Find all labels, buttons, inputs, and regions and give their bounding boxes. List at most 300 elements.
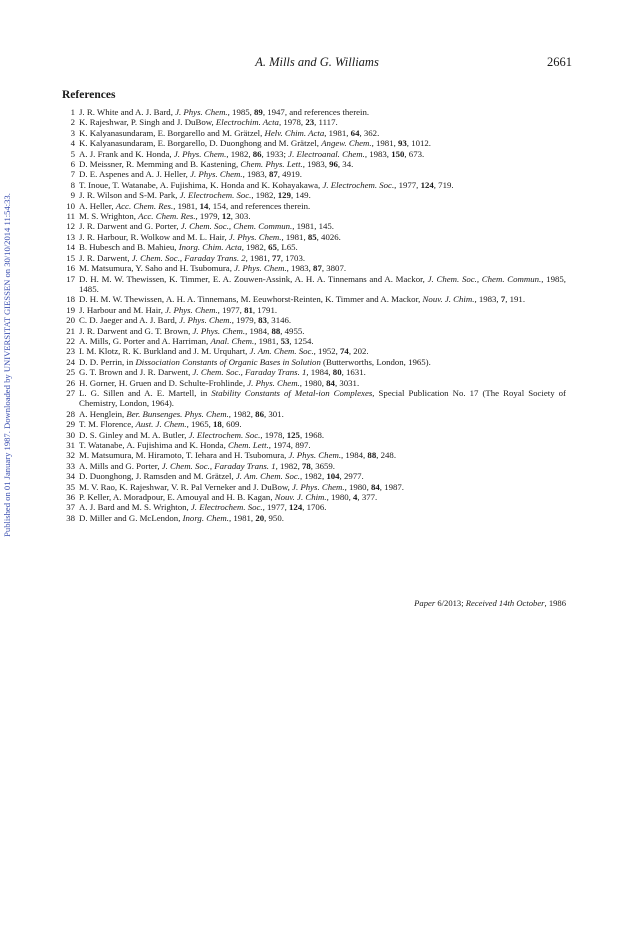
reference-segment: , 1987. [379,481,404,492]
reference-segment: L. G. Sillen and A. E. Martell, in [79,387,212,398]
reference-text [79,346,369,356]
reference-text [79,326,304,336]
journal-name: Dissociation Constants of Organic Bases in Solution [135,356,321,367]
reference-text [79,502,326,512]
received-date: 14 [496,598,508,608]
journal-name: J. Electrochem. Soc. [190,502,263,513]
journal-name: Angew. Chem. [321,138,372,149]
journal-name: J. Phys. Chem. [192,325,246,336]
reference-number: 18 [66,294,75,305]
reference-segment: , 202. [348,346,369,357]
reference-segment: P. Keller, A. Moradpour, E. Amouyal and H. B. Kagan, [79,492,275,503]
reference-segment: , 1981, [173,200,200,211]
volume-number: 4 [353,492,358,503]
download-stamp [0,145,14,585]
volume-number: 96 [329,159,338,170]
reference-segment: , 3031. [334,377,360,388]
volume-number: 86 [255,408,264,419]
reference-item [60,367,566,377]
reference-segment: , 1977, [217,304,245,315]
journal-name: J. Electrochem. Soc. [322,179,395,190]
reference-text [79,357,431,367]
reference-number: 33 [66,460,75,471]
reference-item [60,315,566,325]
reference-text [79,211,251,221]
journal-name: Nouv. J. Chim. [422,294,475,305]
reference-text [79,492,377,502]
reference-number: 21 [66,325,75,336]
volume-number: 88 [271,325,281,336]
journal-name: Aust. J. Chem. [135,419,187,430]
reference-segment: (Butterworths, London, 1965). [320,356,431,367]
reference-text [79,190,311,200]
volume-number: 14 [199,200,209,211]
journal-name: J. Phys. Chem. [228,231,282,242]
reference-segment: , 1978, [260,429,287,440]
reference-number: 38 [66,512,75,523]
reference-segment: , 1979, [231,315,259,326]
reference-segment: D. D. Perrin, in [79,356,136,367]
journal-name: Nouv. J. Chim. [274,492,327,503]
volume-number: 18 [212,419,222,430]
reference-text [79,450,396,460]
paper-label: Paper [414,598,436,608]
reference-segment: , 154, and references therein. [208,200,311,211]
volume-number: 88 [367,450,377,461]
reference-segment: M. Matsumura, M. Hiramoto, T. Iehara and H. Tsubomura, [79,450,289,461]
journal-name: J. Phys. Chem. [179,315,232,326]
reference-segment: , 1791. [252,304,278,315]
volume-number: 20 [255,512,265,523]
journal-name: Inorg. Chim. Acta [178,242,242,253]
reference-segment: D. E. Aspenes and A. J. Heller, [79,169,191,180]
reference-item [60,159,566,169]
volume-number: 53 [280,335,290,346]
reference-text [79,440,311,450]
reference-text [79,482,404,492]
received-label: Received [465,598,497,608]
reference-item [60,107,566,117]
reference-item [60,117,566,127]
reference-text [79,149,424,159]
reference-segment: , 377. [357,492,378,503]
volume-number: 74 [340,346,349,357]
reference-segment: , 1984, [245,325,272,336]
reference-segment: , L65. [276,242,298,253]
reference-segment: , 1981, 145. [292,221,334,232]
reference-segment: , 1952, [313,346,341,357]
journal-name: J. Chem. Soc., Chem. Commun. [180,221,293,232]
download-stamp-text: Published on 01 January 1987. Downloaded by UNIVERSITAT GIESSEN on 30/10/2014 11:54:33. [2,193,12,537]
reference-item [60,419,566,429]
reference-segment: T. Inoue, T. Watanabe, A. Fujishima, K. Honda and K. Kohayakawa, [79,179,323,190]
reference-segment: M. Matsumura, Y. Saho and H. Tsubomura, [79,263,235,274]
reference-text [79,242,298,252]
reference-segment: , 1983, [302,159,330,170]
reference-segment: , 301. [263,408,284,419]
reference-segment: C. D. Jaeger and A. J. Bard, [79,315,180,326]
reference-segment: , 1974, 897. [268,440,311,450]
reference-segment: , 1978, [278,117,306,128]
reference-segment: A. Mills, G. Porter and A. Harriman, [79,335,211,346]
journal-name: Electrochim. Acta [215,117,279,128]
reference-text [79,253,305,263]
reference-segment: J. R. Wilson and S-M. Park, [79,190,180,201]
reference-text [79,419,242,429]
reference-segment: D. Meissner, R. Memming and B. Kastening, [79,159,241,170]
journal-name: J. Electroanal. Chem. [288,148,365,159]
volume-number: 84 [370,481,380,492]
volume-number: 93 [398,138,407,149]
journal-name: J. Chem. Soc., Faraday Trans. 2 [131,252,246,263]
volume-number: 84 [326,377,335,388]
volume-number: 89 [254,107,263,117]
journal-name: J. Am. Chem. Soc. [235,471,300,482]
reference-segment: J. R. White and A. J. Bard, [79,107,176,117]
reference-number: 16 [66,263,75,274]
journal-name: J. Phys. Chem. [165,304,218,315]
volume-number: 129 [277,190,291,201]
reference-text [79,138,431,148]
reference-segment: A. Mills and G. Porter, [79,460,162,471]
reference-item [60,492,566,502]
reference-segment: T. Watanabe, A. Fujishima and K. Honda, [79,440,228,450]
journal-name: J. Phys. Chem. [173,148,227,159]
reference-number: 35 [66,481,75,492]
reference-segment: J. R. Darwent and G. T. Brown, [79,325,193,336]
reference-item [60,180,566,190]
reference-text [79,232,341,242]
reference-segment: , 1631. [341,367,366,378]
page-number: 2661 [547,55,572,69]
journal-name: Anal. Chem. [210,335,255,346]
reference-segment: , 1981, [245,252,273,263]
reference-item [60,357,566,367]
reference-segment: J. Harbour and M. Hair, [79,304,166,315]
reference-text [79,471,364,481]
reference-segment: G. T. Brown and J. R. Darwent, [79,367,193,378]
reference-number: 24 [66,356,75,367]
reference-number: 26 [66,377,75,388]
journal-name: Ber. Bunsenges. Phys. Chem. [126,408,229,419]
header-authors: A. Mills and G. Williams [255,55,379,69]
reference-item [60,388,566,409]
reference-segment: A. J. Bard and M. S. Wrighton, [79,502,191,513]
journal-name: J. Chem. Soc., Faraday Trans. 1 [192,367,307,378]
reference-text [79,378,359,388]
reference-number: 31 [66,440,75,450]
reference-item [60,502,566,512]
reference-item [60,450,566,460]
reference-number: 19 [66,304,75,315]
received-year: , 1986 [544,598,566,608]
reference-number: 34 [66,471,75,482]
reference-segment: J. R. Harbour, R. Wolkow and M. L. Hair, [79,231,229,242]
reference-number: 14 [66,242,75,253]
reference-segment: , 1985, 1485. [79,273,566,294]
reference-segment: , 191. [505,294,526,305]
reference-item [60,128,566,138]
volume-number: 12 [221,211,231,222]
reference-item [60,211,566,221]
reference-segment: , 1706. [302,502,327,513]
reference-text [79,107,369,117]
volume-number: 87 [268,169,278,180]
reference-number: 27 [66,387,75,398]
volume-number: 23 [305,117,315,128]
reference-number: 11 [66,211,75,222]
reference-segment: , 950. [264,512,284,523]
received-month: th October [507,598,545,608]
reference-number: 30 [66,429,75,440]
reference-segment: H. Gorner, H. Gruen and D. Schulte-Frohlinde, [79,377,248,388]
reference-segment: , 362. [359,127,380,138]
reference-number: 23 [66,346,75,357]
reference-segment: , 1979, [195,211,222,222]
reference-segment: , 1982, [251,190,278,201]
reference-segment: T. M. Florence, [79,419,136,430]
reference-item [60,201,566,211]
reference-segment: A. J. Frank and K. Honda, [79,148,174,159]
reference-segment: , 1117. [314,117,338,128]
reference-item [60,294,566,304]
reference-item [60,138,566,148]
reference-segment: , 1933; [261,148,289,159]
reference-item [60,190,566,200]
reference-text [79,159,353,169]
reference-number: 1 [70,107,75,117]
reference-item [60,482,566,492]
reference-segment: D. H. M. W. Thewissen, K. Timmer, E. A. Zouwen-Assink, A. H. A. Tinnemans and A. Mackor, [79,273,428,284]
journal-name: J. Phys. Chem. [190,169,243,180]
volume-number: 87 [313,263,322,274]
reference-item [60,461,566,471]
reference-segment: , 3659. [310,460,335,471]
reference-segment: , 1980, [299,377,327,388]
journal-name: J. Phys. Chem. [234,263,287,274]
reference-segment: D. Miller and G. McLendon, [79,512,183,523]
reference-segment: , 1982, [275,460,302,471]
reference-text [79,294,525,304]
reference-segment: D. S. Ginley and M. A. Butler, [79,429,189,440]
reference-item [60,336,566,346]
reference-text [79,367,366,377]
reference-segment: , 1982, [241,242,269,253]
references-list [60,107,566,523]
reference-segment: M. V. Rao, K. Rajeshwar, V. R. Pal Verneker and J. DuBow, [79,481,293,492]
reference-segment: M. S. Wrighton, [79,211,139,222]
reference-item [60,305,566,315]
reference-segment: , 2977. [339,471,364,482]
reference-item [60,242,566,252]
reference-segment: , 1981, [228,512,256,523]
references-heading: References [62,89,116,101]
journal-name: J. Electrochem. Soc. [179,190,252,201]
reference-segment: , 1980, [344,481,371,492]
journal-name: J. Phys. Chem. [288,450,342,461]
reference-item [60,274,566,295]
reference-segment: , 673. [404,148,425,159]
reference-number: 37 [66,502,75,513]
reference-segment: , 1965, [186,419,213,430]
reference-segment: , 609. [221,419,242,430]
reference-segment: , 1982, [226,148,253,159]
reference-text [79,117,338,127]
reference-segment: , 1968. [299,429,325,440]
journal-name: J. Phys. Chem. [175,107,228,117]
reference-segment: , 1254. [289,335,314,346]
journal-name: J. Am. Chem. Soc. [249,346,314,357]
journal-name: Chem. Lett. [227,440,269,450]
reference-text [79,201,310,211]
volume-number: 85 [307,231,317,242]
reference-number: 17 [66,273,75,284]
reference-segment: , Special Publication No. 17 (The Royal Society of Chemistry, London, 1964). [79,387,566,409]
reference-number: 8 [70,179,75,190]
reference-text [79,263,346,273]
reference-segment: D. Duonghong, J. Ramsden and M. Grätzel, [79,471,236,482]
reference-segment: , 719. [433,179,454,190]
reference-item [60,326,566,336]
reference-number: 7 [70,169,75,180]
reference-segment: K. Rajeshwar, P. Singh and J. DuBow, [79,117,216,128]
reference-number: 25 [66,367,75,378]
reference-item [60,378,566,388]
reference-text [79,221,334,231]
reference-segment: J. R. Darwent and G. Porter, [79,221,181,232]
journal-name: J. Phys. Chem. [247,377,300,388]
reference-item [60,409,566,419]
reference-number: 13 [66,231,75,242]
reference-number: 6 [70,159,75,170]
reference-number: 5 [70,148,75,159]
reference-item [60,232,566,242]
reference-segment: K. Kalyanasundaram, E. Borgarello and M. Grätzel, [79,127,265,138]
reference-text [79,180,454,190]
volume-number: 86 [252,148,262,159]
reference-segment: , 3807. [321,263,347,274]
journal-name: J. Chem. Soc., Faraday Trans. 1 [161,460,276,471]
reference-segment: , 1984, [341,450,368,461]
reference-segment: , 1983, [364,148,392,159]
reference-text [79,274,566,294]
reference-number: 22 [66,335,75,346]
reference-text [79,388,566,408]
reference-item [60,346,566,356]
reference-number: 2 [70,117,75,128]
reference-segment: , 34. [337,159,354,170]
journal-name: J. Chem. Soc., Chem. Commun. [427,273,542,284]
reference-segment: , 1983, [474,294,501,305]
reference-number: 4 [70,138,75,149]
reference-segment: , 4026. [316,231,341,242]
journal-name: Acc. Chem. Res. [138,211,196,222]
reference-text [79,409,284,419]
reference-number: 36 [66,492,75,503]
journal-name: Inorg. Chem. [182,512,229,523]
reference-segment: , 3146. [266,315,292,326]
reference-segment: , 1981, [254,335,281,346]
reference-text [79,513,284,523]
reference-segment: , 1012. [406,138,431,149]
volume-number: 81 [244,304,253,315]
journal-name: J. Electrochem. Soc. [188,429,261,440]
reference-text [79,315,291,325]
reference-segment: , 149. [290,190,311,201]
reference-segment: , 1981, [281,231,308,242]
reference-segment: , 1983, [286,263,314,274]
volume-number: 83 [258,315,267,326]
reference-number: 12 [66,221,75,232]
reference-text [79,169,302,179]
reference-segment: , 1977, [394,179,421,190]
volume-number: 124 [420,179,434,190]
reference-item [60,430,566,440]
journal-name: Chem. Phys. Lett. [240,159,303,170]
journal-name: Acc. Chem. Res. [115,200,174,211]
reference-number: 20 [66,315,75,326]
reference-item [60,149,566,159]
reference-text [79,305,277,315]
volume-number: 77 [272,252,281,263]
reference-segment: , 1982, [228,408,256,419]
reference-segment: A. Heller, [79,200,116,211]
reference-segment: I. M. Klotz, R. K. Burkland and J. M. Urquhart, [79,346,250,357]
reference-segment: , 1980, [326,492,354,503]
reference-number: 3 [70,127,75,138]
reference-segment: , 1977, [262,502,290,513]
reference-segment: A. Henglein, [79,408,127,419]
volume-number: 124 [289,502,303,513]
reference-segment: , 248. [376,450,397,461]
reference-item [60,471,566,481]
volume-number: 64 [350,127,360,138]
journal-name: Helv. Chim. Acta [264,127,325,138]
reference-segment: , 1985, [227,107,255,117]
reference-segment: K. Kalyanasundaram, E. Borgarello, D. Duonghong and M. Grätzel, [79,138,322,149]
reference-segment: , 1981, [324,127,351,138]
journal-name: Stability Constants of Metal-ion Complexes [211,387,373,398]
reference-text [79,336,314,346]
journal-name: J. Phys. Chem. [292,481,345,492]
volume-number: 150 [391,148,405,159]
reference-text [79,430,324,440]
reference-segment: , 4919. [277,169,302,180]
volume-number: 80 [332,367,342,378]
reference-segment: D. H. M. W. Thewissen, A. H. A. Tinnemans, M. Eeuwhorst-Reinten, K. Timmer and A. Mackor, [79,294,423,305]
reference-number: 28 [66,408,75,419]
volume-number: 125 [286,429,300,440]
reference-item [60,221,566,231]
reference-segment: , 1947, and references therein. [262,107,370,117]
reference-item [60,169,566,179]
reference-segment: , 4955. [280,325,305,336]
reference-item [60,513,566,523]
reference-segment: J. R. Darwent, [79,252,132,263]
paper-footer [414,598,566,608]
reference-segment: B. Hubesch and B. Mahieu, [79,242,179,253]
reference-item [60,440,566,450]
paper-number: 6/2013; [435,598,466,608]
reference-segment: , 303. [230,211,251,222]
reference-item [60,253,566,263]
volume-number: 104 [326,471,340,482]
reference-number: 15 [66,252,75,263]
reference-text [79,461,335,471]
reference-number: 10 [66,200,75,211]
reference-segment: , 1984, [306,367,333,378]
volume-number: 65 [268,242,277,253]
